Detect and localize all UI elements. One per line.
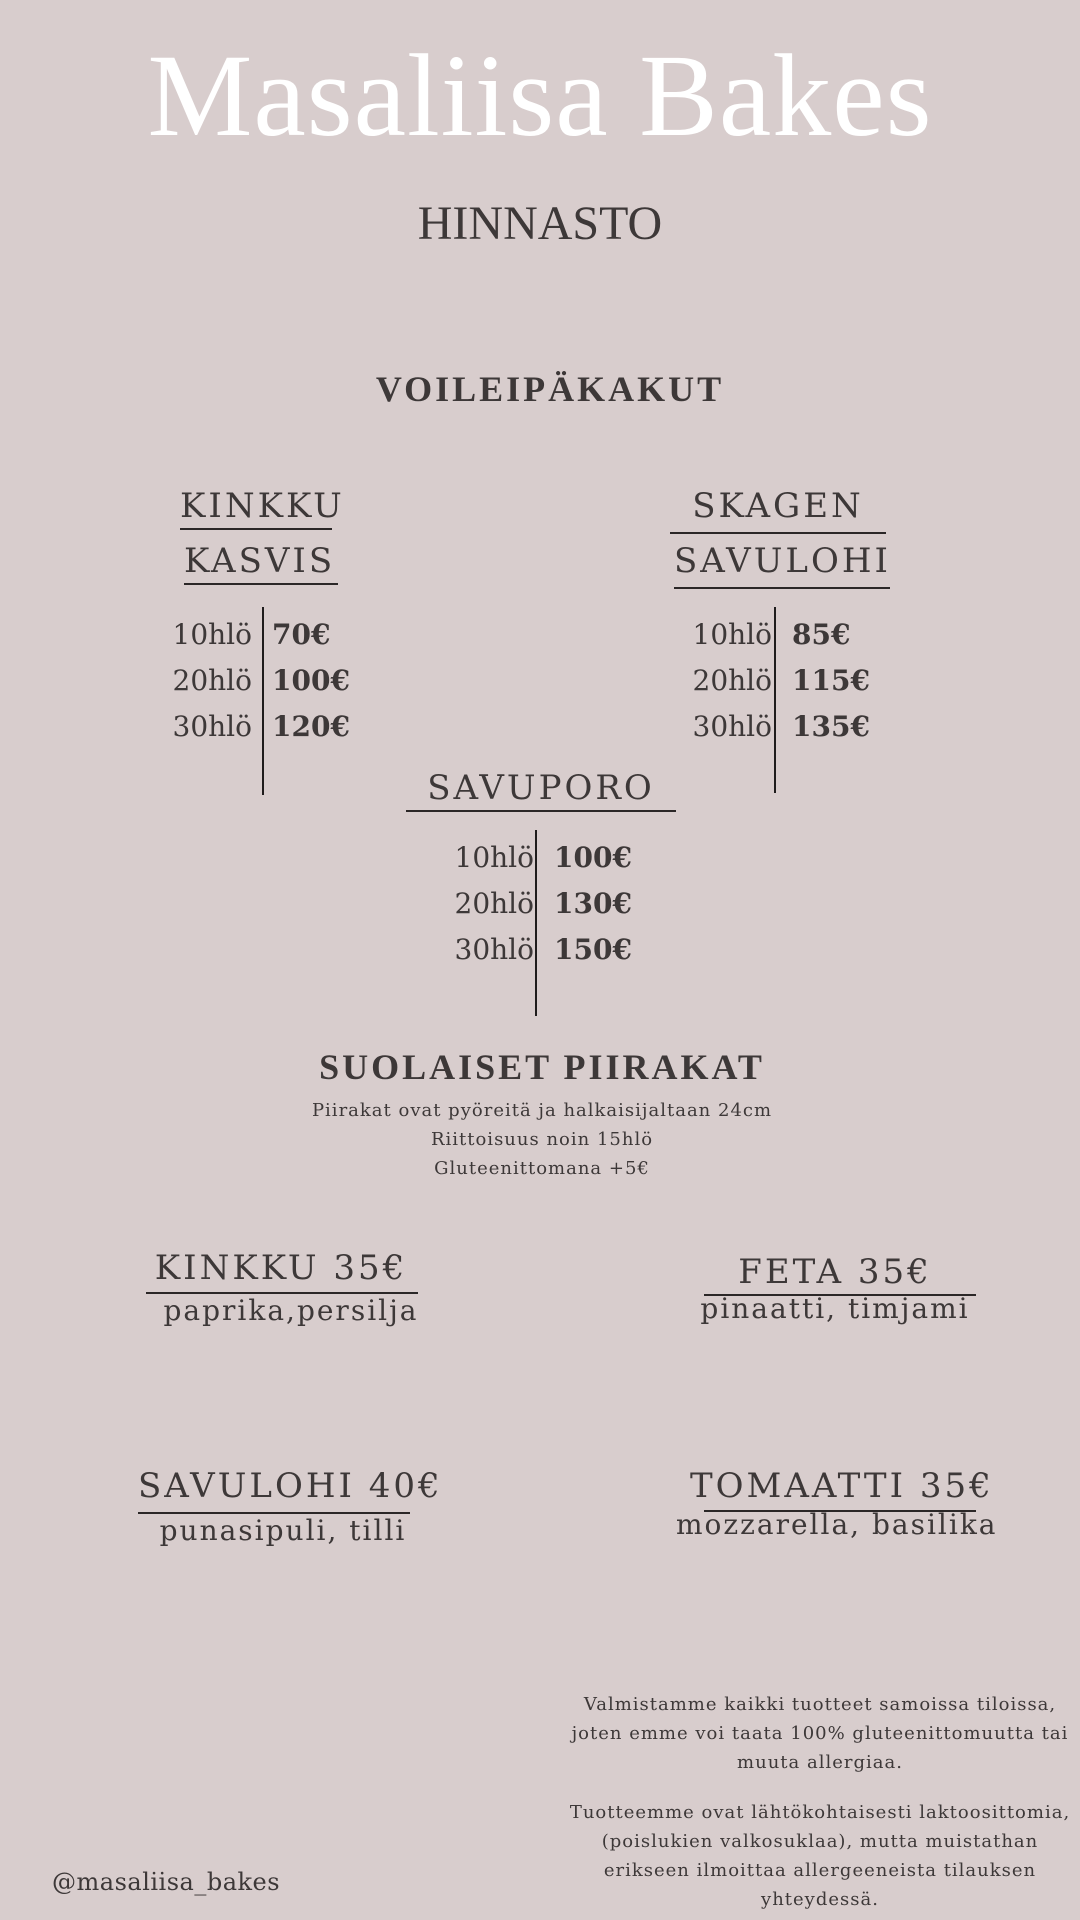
instagram-handle[interactable]: @masaliisa_bakes <box>52 1868 281 1896</box>
page-subtitle: HINNASTO <box>417 197 663 250</box>
cake-name-savuporo: SAVUPORO <box>427 768 655 808</box>
price-row: 10hlö 100€ <box>454 841 632 874</box>
pie-desc-savulohi: punasipuli, tilli <box>159 1514 407 1547</box>
pie-desc-tomaatti: mozzarella, basilika <box>676 1508 998 1541</box>
divider <box>406 810 676 812</box>
pie-name-tomaatti: TOMAATTI 35€ <box>690 1466 994 1506</box>
price-list-kinkku-kasvis <box>162 612 350 750</box>
price-row: 10hlö 70€ <box>172 618 331 651</box>
cake-name-kinkku: KINKKU <box>180 486 332 530</box>
divider <box>674 587 890 589</box>
price-list-skagen-savulohi <box>682 612 870 750</box>
cake-name-savulohi: SAVULOHI <box>674 541 891 581</box>
price-row: 20hlö 100€ <box>172 664 350 697</box>
allergy-note-2: Tuotteemme ovat lähtökohtaisesti laktoosittomia, (poislukien valkosuklaa), mutta muistathan erikseen ilmoittaa allergeeneista tilauksen yhteydessä. <box>569 1802 1071 1910</box>
allergy-note-1: Valmistamme kaikki tuotteet samoissa tiloissa, joten emme voi taata 100% gluteenittomuutta tai muuta allergiaa. <box>571 1694 1069 1773</box>
cake-name-skagen: SKAGEN <box>692 486 864 526</box>
price-row: 30hlö 120€ <box>172 710 350 743</box>
pies-note-size: Piirakat ovat pyöreitä ja halkaisijaltaan 24cm <box>311 1100 773 1121</box>
cake-name-kasvis: KASVIS <box>184 541 338 585</box>
pie-desc-feta: pinaatti, timjami <box>700 1292 970 1325</box>
pies-note-servings: Riittoisuus noin 15hlö <box>430 1129 654 1150</box>
pies-title: SUOLAISET PIIRAKAT <box>319 1047 765 1087</box>
pies-note-gluten-free: Gluteenittomana +5€ <box>434 1158 650 1179</box>
price-list-savuporo <box>444 835 632 973</box>
price-row: 30hlö 150€ <box>454 933 632 966</box>
brand-title: Masaliisa Bakes <box>147 30 933 161</box>
pie-name-kinkku: KINKKU 35€ <box>154 1248 408 1288</box>
divider <box>670 532 886 534</box>
pie-name-savulohi: SAVULOHI 40€ <box>138 1466 443 1506</box>
price-row: 20hlö 115€ <box>692 664 870 697</box>
price-row: 30hlö 135€ <box>692 710 870 743</box>
sandwich-cakes-title: VOILEIPÄKAKUT <box>375 369 725 409</box>
pie-name-feta: FETA 35€ <box>738 1252 932 1292</box>
pies-notes <box>0 1096 1080 1183</box>
price-row: 10hlö 85€ <box>692 618 851 651</box>
price-row: 20hlö 130€ <box>454 887 632 920</box>
pie-desc-kinkku: paprika,persilja <box>163 1294 419 1327</box>
